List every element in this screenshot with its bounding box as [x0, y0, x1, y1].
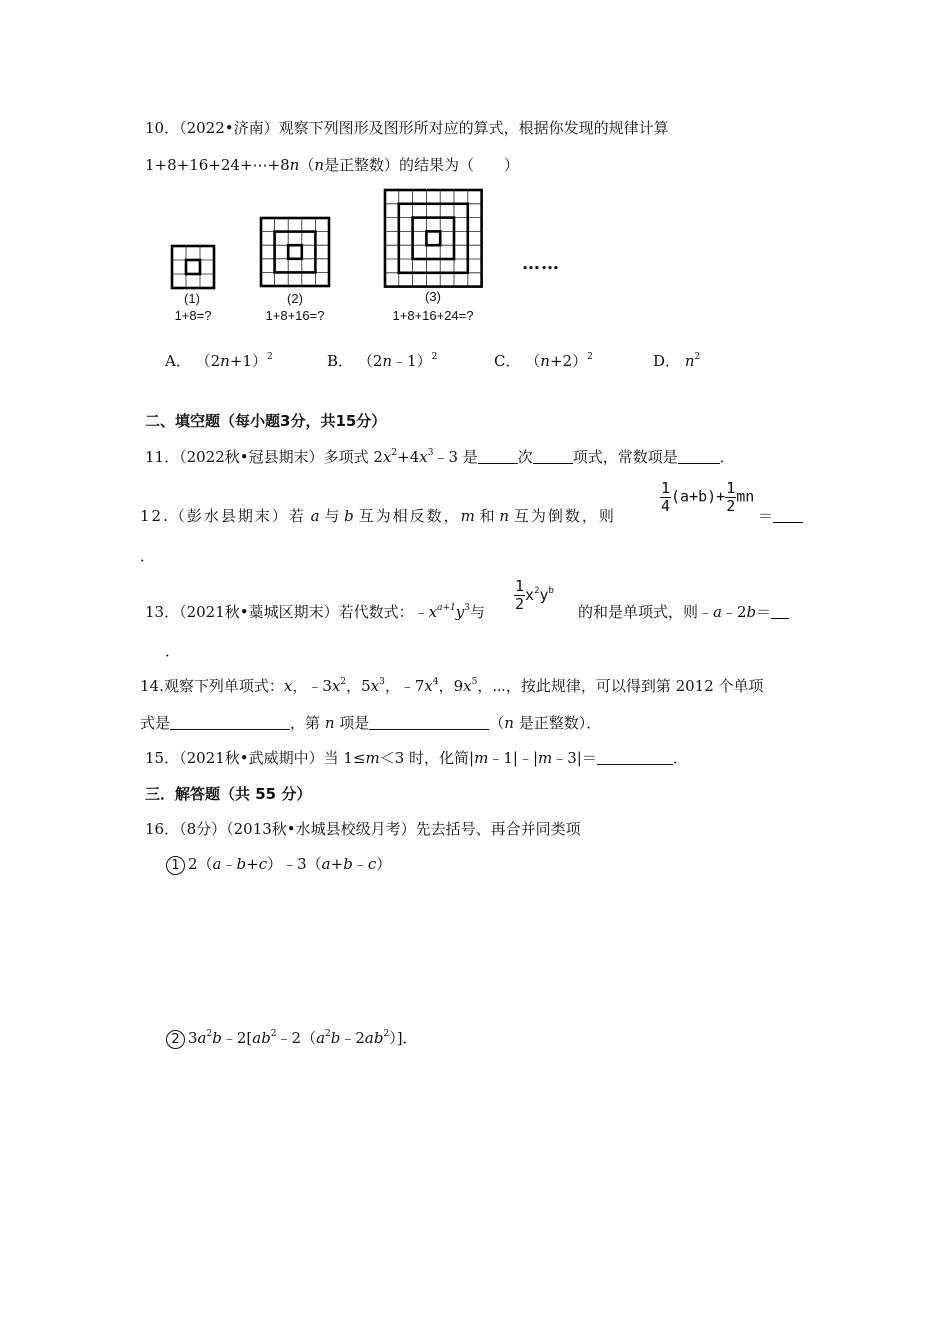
fig3-sum: 1+8+16+24=?: [392, 308, 474, 323]
q15-blank[interactable]: [597, 749, 673, 765]
q10-line2: 1+8+16+24+⋯+8n（n是正整数）的结果为（ ）: [145, 156, 520, 174]
q16-part1: 1 2（a﹣b+c）﹣3（a+b﹣c）: [166, 853, 391, 875]
grid-figure-2: [261, 218, 329, 286]
q12-expression: $\frac{1}{4}$ (a+b)+ $\frac{1}{2}$ mn: [661, 479, 755, 515]
fig1-label: (1): [184, 291, 200, 306]
q16-part2: 2 $3a^2b﹣2[ab^2﹣2(a^2b﹣2ab^2)]$．: [166, 1027, 418, 1049]
q16-header: 16．（8分）（2013秋•水城县校级月考）先去括号、再合并同类项: [145, 820, 581, 838]
q13: 13．（2021秋•藁城区期末）若代数式：$﹣x^{a+1}y^3$与: [145, 603, 485, 621]
option-a: A． $(2n+1)^2$: [165, 352, 273, 370]
option-d: D． $n^2$: [653, 352, 701, 370]
q13-dot: ．: [165, 642, 181, 660]
q12-dot: ．: [140, 547, 156, 565]
q14-blank-2[interactable]: [369, 714, 489, 730]
circled-number-2: 2: [166, 1030, 185, 1049]
grid-outline-square: [186, 260, 200, 274]
q10-figure: [160, 185, 580, 295]
q11-blank-1[interactable]: [478, 448, 518, 464]
circled-number-1: 1: [166, 856, 185, 875]
grid-outline-square: [426, 231, 440, 245]
q11-blank-2[interactable]: [533, 448, 573, 464]
q12-blank[interactable]: [773, 507, 803, 523]
q14-blank-1[interactable]: [170, 714, 290, 730]
q14-line1: 14.观察下列单项式：x，$﹣3x^2$，$5x^3$，$﹣7x^4$，$9x^5$，⋯，按此规律，可以得到第 2012 个单项: [140, 677, 764, 695]
q11: 11．（2022秋•冠县期末）多项式 $2x^2+4x^3﹣3$ 是 次 项式，常数项是 ．: [145, 448, 735, 466]
section2-title: 二、填空题（每小题3分，共15分）: [145, 412, 387, 430]
q13-expression: $\frac{1}{2}$ $x^2y^b$: [515, 577, 554, 613]
q13-tail: 的和是单项式，则﹣a﹣2b＝: [578, 601, 789, 623]
grid-outline-square: [275, 232, 316, 273]
section3-title: 三．解答题（共 55 分）: [145, 785, 312, 803]
fig2-sum: 1+8+16=?: [265, 308, 325, 323]
figure-ellipsis: ……: [522, 253, 560, 274]
fig2-label: (2): [287, 291, 303, 306]
grid-outline-square: [261, 218, 329, 286]
option-b: B． （2n﹣1）$^2$: [327, 352, 438, 370]
q14-line2: 式是 ，第 n 项是 （n 是正整数）．: [140, 714, 602, 732]
q13-blank[interactable]: [771, 603, 789, 619]
grid-outline-square: [413, 218, 454, 259]
q15: 15．（2021秋•武威期中）当 1≤m＜3 时，化简|m﹣1|﹣|m﹣3|＝ ．: [145, 749, 688, 767]
grid-outline-square: [172, 246, 214, 288]
grid-figure-3: [385, 190, 482, 287]
q11-blank-3[interactable]: [678, 448, 720, 464]
fig1-sum: 1+8=?: [174, 308, 212, 323]
grid-outline-square: [288, 245, 302, 259]
option-c: C． $(n+2)^2$: [494, 352, 593, 370]
q12: 12.（彭水县期末）若 a 与 b 互为相反数，m 和 n 互为倒数，则: [140, 507, 616, 525]
q10-line1: 10．（2022•济南）观察下列图形及图形所对应的算式，根据你发现的规律计算: [145, 119, 669, 137]
fig3-label: (3): [425, 289, 441, 304]
grid-outline-square: [399, 204, 468, 273]
q12-answer: ＝: [758, 505, 803, 527]
grid-figure-1: [172, 246, 214, 288]
